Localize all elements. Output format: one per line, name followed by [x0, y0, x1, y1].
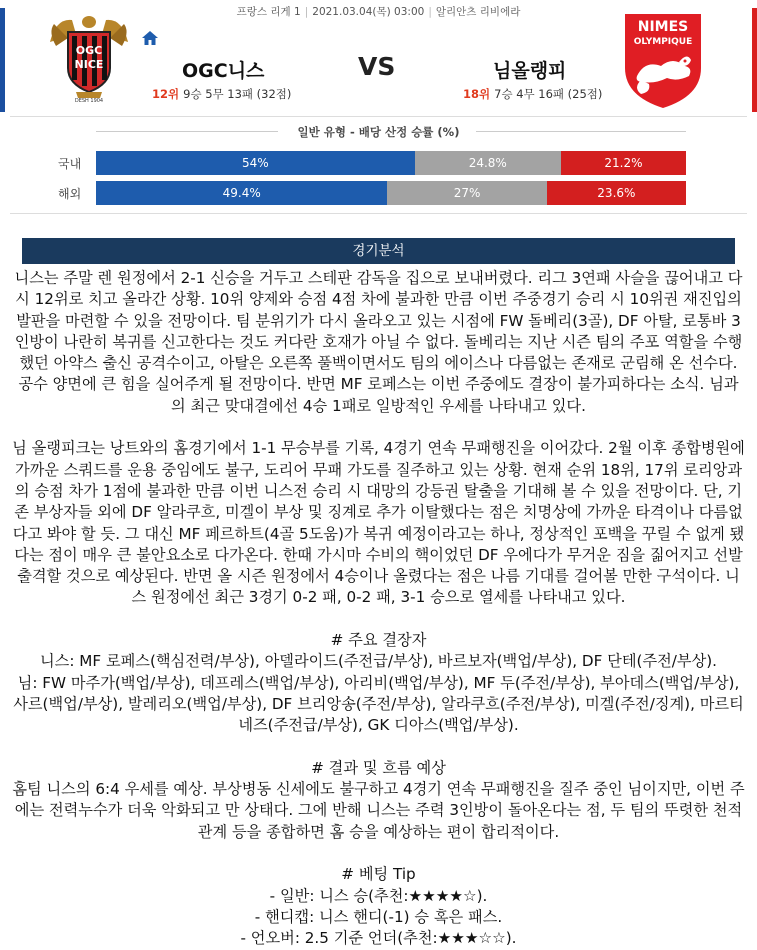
logo-nice-text: NICE [74, 58, 104, 71]
prediction-text: 홈팀 니스의 6:4 우세를 예상. 부상병동 신세에도 불구하고 4경기 연속 무패행진을 질주 중인 님이지만, 이번 주에는 전력누수가 더욱 악화되고 만 상태다. 그에 반해 니스는 주력 3인방이 돌아온다는 점, 두 팀의 뚜렷한 천적관계 등을 종합하면 홈 승을 예상하는 편이 합리적이다. [12, 780, 745, 841]
match-meta: 프랑스 리게 1 | 2021.03.04(목) 03:00 | 알리안츠 리비에라 [236, 6, 521, 18]
analysis-paragraph-home: 니스는 주말 렌 원정에서 2-1 신승을 거두고 스테판 감독을 집으로 보내버렸다. 리그 3연패 사슬을 끊어내고 다시 12위로 치고 올라간 상황. 10위 양제와 승점 4점 차에 불과한 만큼 이번 주중경기 승리 시 10위권 재진입의 발판을 마련할 수 있을 전망이다. 팀 분위기가 다시 올라오고 있는 시점에 FW 돌베리(3골), DF 아탈, 로통바 3인방이 나란히 복귀를 신고한다는 것도 커다란 호재가 아닐 수 없다. 돌베리는 지난 시즌 팀의 주포 역할을 수행했던 아약스 출신 공격수이고, 아탈은 오른쪽 풀백이면서도 팀의 에이스나 다름없는 존재로 군림해 온 선수다. 공수 양면에 큰 힘을 실어주게 될 전망이다. 반면 MF 로페스는 이번 주중에도 결장이 불가피하다는 소식. 님과의 최근 맞대결에선 4승 1패로 일방적인 우세를 나타내고 있다. [14, 269, 743, 415]
home-color-bar [0, 8, 5, 112]
betting-tip-item: - 언오버: 2.5 기준 언더(추천:★★★☆☆). [240, 929, 517, 948]
analysis-article [12, 268, 745, 950]
away-rank: 18위 [463, 87, 491, 101]
away-team-name: 님올랭피 [493, 60, 567, 82]
header-divider [10, 116, 747, 117]
away-record-text: 7승 4무 16패 (25점) [494, 87, 603, 101]
away-record [463, 86, 602, 102]
logo-nimes-text: NIMES [637, 19, 689, 35]
betting-tip-item: - 일반: 니스 승(추천:★★★★☆). [269, 886, 488, 905]
prediction-title: # 결과 및 흐름 예상 [311, 758, 446, 777]
betting-tip-item: - 핸디캡: 니스 핸디(-1) 승 혹은 패스. [254, 907, 503, 926]
absentees-home: 니스: MF 로페스(핵심전력/부상), 아델라이드(주전급/부상), 바르보자(백업/부상), DF 단테(주전/부상). [39, 652, 718, 671]
odds-away-segment: 21.2% [561, 151, 686, 175]
odds-home-segment: 54% [96, 151, 415, 175]
vs-label: VS [358, 52, 396, 81]
odds-away-segment: 23.6% [547, 181, 686, 205]
absentees-away: 님: FW 마주가(백업/부상), 데프레스(백업/부상), 아리비(백업/부상), MF 두(주전/부상), 부아데스(백업/부상), 사르(백업/부상), 발레리오(백업/부상), DF 브리앙송(주전/부상), 알라쿠흐(주전/부상), 미겔(주전/징계), 마르티네즈(주전급/부상), GK 디아스(백업/부상). [13, 673, 744, 735]
ogc-nice-logo [46, 12, 132, 104]
odds-draw-segment: 27% [387, 181, 546, 205]
odds-home-segment: 49.4% [96, 181, 387, 205]
nimes-olympique-logo [621, 10, 705, 110]
odds-title-line-right [476, 131, 686, 132]
league-name: 프랑스 리게 1 [236, 6, 301, 18]
odds-title: 일반 유형 - 배당 산정 승률 (%) [297, 125, 460, 139]
logo-year-text: DESH 1904 [74, 98, 104, 104]
home-record-text: 9승 5무 13패 (32점) [183, 87, 292, 101]
away-color-bar [752, 8, 757, 112]
odds-divider [10, 213, 747, 214]
match-datetime: 2021.03.04(목) 03:00 [312, 6, 425, 18]
stadium-name: 알리안츠 리비에라 [435, 6, 521, 18]
home-record [152, 86, 291, 102]
home-rank: 12위 [152, 87, 180, 101]
analysis-paragraph-away: 님 올랭피크는 낭트와의 홈경기에서 1-1 무승부를 기록, 4경기 연속 무패행진을 이어갔다. 2월 이후 종합병원에 가까운 스쿼드를 운용 중임에도 불구, 도리어 무패 가도를 질주하고 있는 상황. 현재 순위 18위, 17위 로리앙과의 승점 차가 1점에 불과한 만큼 이번 니스전 승리 시 대망의 강등권 탈출을 기대해 볼 수 있을 전망이다. 단, 기존 부상자들 외에 DF 알라쿠흐, 미겔이 부상 및 징계로 추가 이탈했다는 점은 치명상에 가까운 타격이나 다름없다고 봐야 할 듯. 그 대신 MF 페르하트(4골 5도움)가 복귀 예정이라고는 하나, 정상적인 포백을 꾸릴 수 없게 됐다는 점이 매우 큰 불안요소로 다가온다. 한때 가시마 수비의 핵이었던 DF 우에다가 무거운 짐을 짊어지고 선발 출격할 것으로 예상된다. 반면 올 시즌 원정에서 4승이나 올렸다는 점은 나름 기대를 걸어볼 만한 구석이다. 니스 원정에선 최근 3경기 0-2 패, 0-2 패, 3-1 승으로 열세를 나타내고 있다. [12, 439, 745, 607]
odds-row-label: 해외 [58, 187, 82, 201]
odds-bar [96, 151, 686, 175]
odds-row-overseas [0, 181, 757, 205]
analysis-header: 경기분석 [22, 238, 735, 264]
betting-tip-title: # 베팅 Tip [341, 865, 416, 884]
odds-row-label: 국내 [58, 157, 82, 171]
odds-row-domestic [0, 151, 757, 175]
odds-draw-segment: 24.8% [415, 151, 561, 175]
logo-olympique-text: OLYMPIQUE [633, 37, 693, 47]
absentees-title: # 주요 결장자 [330, 631, 427, 650]
logo-ogc-text: OGC [75, 44, 103, 57]
match-header [0, 0, 757, 116]
home-team-name: OGC니스 [182, 60, 265, 82]
odds-bar [96, 181, 686, 205]
home-icon[interactable] [141, 29, 159, 47]
